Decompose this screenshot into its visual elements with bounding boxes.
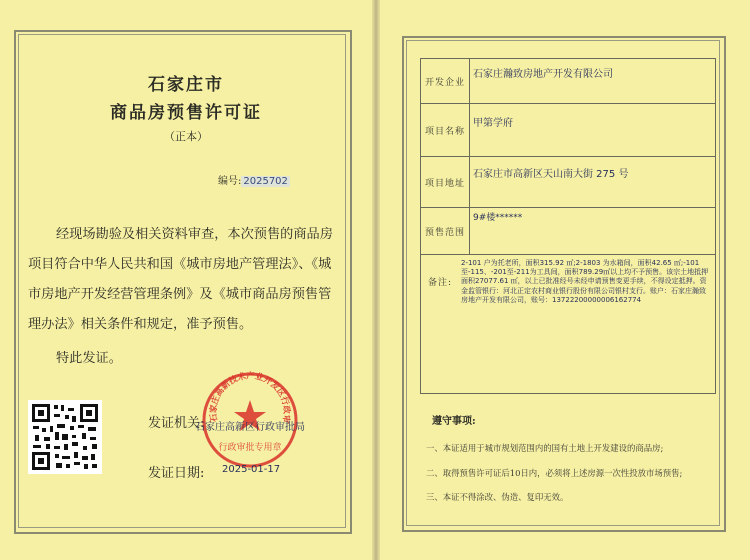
project-info-table: [420, 58, 716, 394]
table-row: [421, 255, 715, 393]
serial-value: 2025702: [243, 176, 288, 187]
note-item: 二、取得预售许可证后10日内，必须将上述房源一次性投放市场预售;: [426, 468, 683, 478]
seal-text: 石家庄高新技术产业开发区行政审: [207, 370, 293, 424]
issuer-value: 石家庄高新区行政审批局: [195, 422, 305, 433]
closing-text: 特此发证。: [56, 351, 122, 366]
note-item: 三、本证不得涂改、伪造、复印无效。: [426, 492, 569, 502]
copy-type: （正本）: [164, 130, 208, 143]
table-row: [421, 157, 715, 208]
issue-date-value: 2025-01-17: [222, 464, 281, 475]
row-value-project-name: 甲第学府: [473, 118, 513, 129]
row-value-developer: 石家庄瀚致房地产开发有限公司: [473, 69, 613, 80]
row-label-address: 项目地址: [421, 157, 470, 207]
serial-number: [218, 172, 290, 187]
row-label-presale-scope: 预售范围: [421, 208, 470, 254]
certificate-title: 商品房预售许可证: [110, 103, 262, 123]
row-value-address: 石家庄市高新区天山南大街 275 号: [473, 169, 629, 180]
serial-label: 编号:: [218, 176, 242, 187]
issue-date-label: 发证日期:: [148, 466, 205, 481]
city-title: 石家庄市: [148, 75, 224, 95]
page-gutter: [372, 0, 380, 560]
row-label-project-name: 项目名称: [421, 104, 470, 156]
seal-bottom-text: 行政审批专用章: [218, 443, 282, 453]
qr-code-icon: [28, 400, 102, 474]
certificate-body: 经现场勘验及相关资料审查，本次预售的商品房项目符合中华人民共和国《城市房地产管理法》、《城市房地产开发经营管理条例》及《城市商品房预售管理办法》相关条件和规定，准予预售。: [28, 227, 333, 332]
table-row: [421, 208, 715, 255]
table-row: [421, 59, 715, 104]
notes-title: 遵守事项:: [432, 416, 476, 427]
issuer-label: 发证机关:: [148, 416, 205, 431]
row-value-remarks: 2-101 户为托老所，面积315.92 ㎡;2-1803 为水箱间，面积42.65 ㎡;-101 至-115、-201至-211为工具间，面积789.29㎡以上均不予预售。该宗土地抵押面积27077.61 ㎡，以上已批准经号未经申请预售变更手续，不得设定抵押。资金监管银行：河北正定农村商业银行股份有限公司银村支行。账户：石家庄瀚致房地产开发有限公司，账号：1372220000000616277​4: [461, 259, 709, 304]
row-value-presale-scope: 9#楼******: [473, 213, 523, 223]
row-label-developer: 开发企业: [421, 59, 470, 103]
table-row: [421, 104, 715, 157]
note-item: 一、本证适用于城市规划范围内的国有土地上开发建设的商品房;: [426, 443, 664, 453]
row-label-remarks: 备注:: [427, 278, 453, 288]
